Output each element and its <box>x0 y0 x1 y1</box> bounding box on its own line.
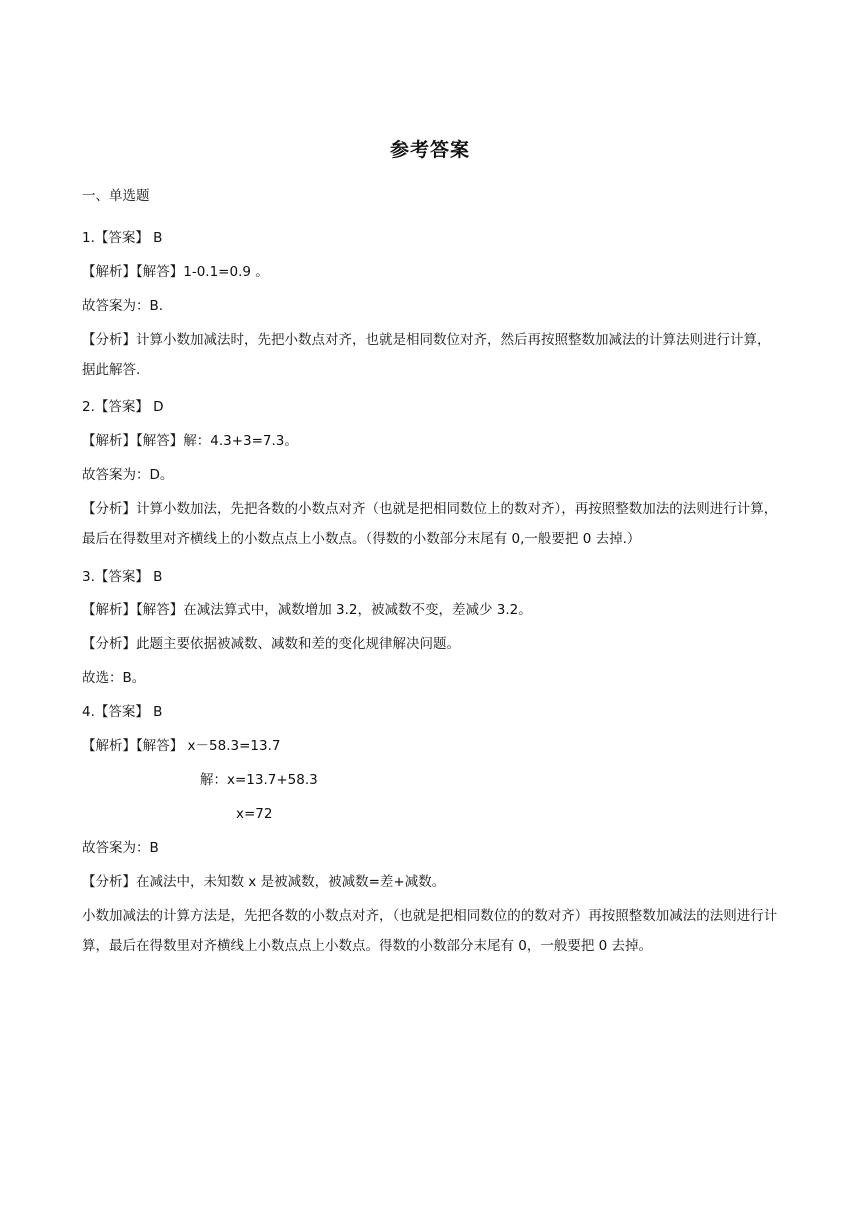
q4-jiexi: 【解析】【解答】 x－58.3=13.7 <box>82 738 281 754</box>
q2-answer: 2.【答案】 D <box>82 399 164 415</box>
q2-jiexi: 【解析】【解答】解：4.3+3=7.3。 <box>82 433 298 449</box>
q2-fenxi: 【分析】计算小数加法，先把各数的小数点对齐（也就是把相同数位上的数对齐），再按照整数加法的法则进行计算，最后在得数里对齐横线上的小数点点上小数点。（得数的小数部分末尾有 0,一般要把 0 去掉.） <box>82 501 778 547</box>
q4-conclusion: 故答案为：B <box>82 840 159 856</box>
q2-conclusion: 故答案为：D。 <box>82 467 174 483</box>
q3-jiexi: 【解析】【解答】在减法算式中，减数增加 3.2，被减数不变，差减少 3.2。 <box>82 602 532 618</box>
section-heading: 一、单选题 <box>82 188 150 204</box>
q4-answer: 4.【答案】 B <box>82 704 163 720</box>
q4-fenxi: 【分析】在减法中，未知数 x 是被减数，被减数=差+减数。 <box>82 874 446 890</box>
q4-step1: 解：x=13.7+58.3 <box>200 772 318 788</box>
q4-extra: 小数加减法的计算方法是，先把各数的小数点对齐，（也就是把相同数位的的数对齐）再按照整数加减法的法则进行计算，最后在得数里对齐横线上小数点点上小数点。得数的小数部分末尾有 0，一般要把 0 去掉。 <box>82 908 778 954</box>
q1-fenxi: 【分析】计算小数加减法时，先把小数点对齐，也就是相同数位对齐，然后再按照整数加减法的计算法则进行计算，据此解答. <box>82 332 771 378</box>
q3-fenxi: 【分析】此题主要依据被减数、减数和差的变化规律解决问题。 <box>82 636 460 652</box>
q3-answer: 3.【答案】 B <box>82 569 163 585</box>
q1-answer: 1.【答案】 B <box>82 230 163 246</box>
page-title: 参考答案 <box>389 139 470 161</box>
q3-conclusion: 故选：B。 <box>82 670 146 686</box>
q1-jiexi: 【解析】【解答】1-0.1=0.9 。 <box>82 264 269 280</box>
q4-step2: x=72 <box>236 806 273 822</box>
q1-conclusion: 故答案为：B. <box>82 298 164 314</box>
